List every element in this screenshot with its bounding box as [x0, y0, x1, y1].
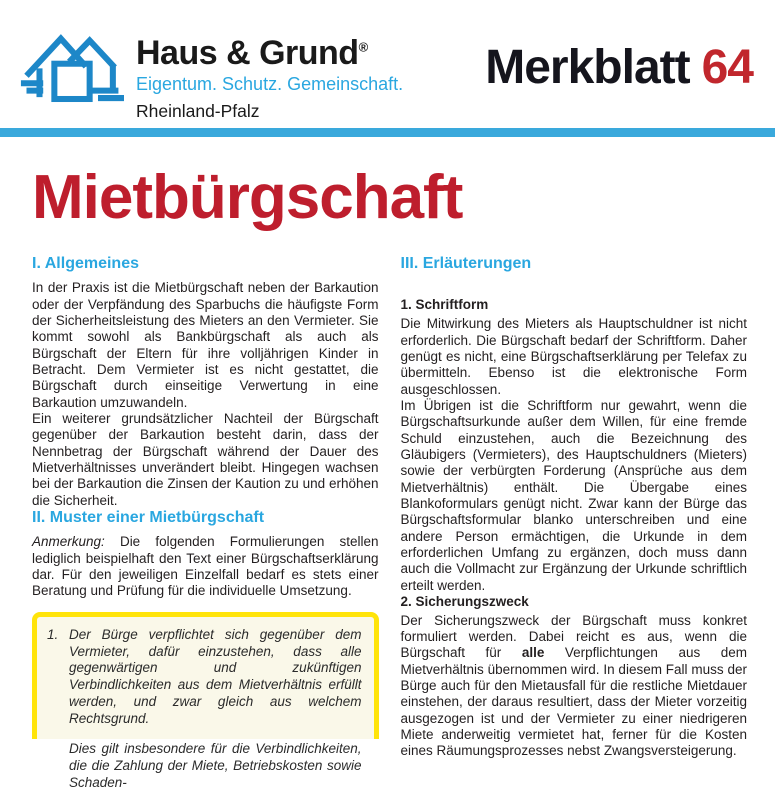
haus-und-grund-logo-icon — [20, 24, 124, 122]
clause-number: 1. — [47, 626, 59, 642]
right-column — [401, 255, 748, 760]
section-heading-erlaeuterungen: III. Erläuterungen — [400, 255, 532, 272]
subsection-heading-sicherungszweck: 2. Sicherungszweck — [400, 593, 529, 609]
logo-window — [54, 64, 89, 99]
masthead-number: 64 — [701, 41, 753, 94]
brand-name — [136, 36, 403, 70]
document-title: Mietbürgschaft — [32, 163, 463, 232]
blue-divider-bar — [0, 128, 775, 137]
allgemeines-paragraph-1: In der Praxis ist die Mietbürgschaft neben der Barkaution oder der Verpfändung des Sparbuchs die häufigste Form der Sicherheitsleistung des Mieters an den Vermieter. Sie kommt sowohl als Bankbürgschaft als auch als Bürgschaft der Eltern für ihre volljährigen Kinder in Betracht. Dem Vermieter ist es nicht gestattet, die Bürgschaft durch einseitige Verwertung in eine Barkaution umzuwandeln. — [32, 280, 379, 410]
clause-paragraph-2: Dies gilt insbesondere für die Verbindlichkeiten, die die Zahlung der Miete, Betriebskosten sowie Schaden- — [69, 740, 362, 790]
brand-tagline: Eigentum. Schutz. Gemeinschaft. — [136, 74, 404, 94]
sample-clause-box — [32, 612, 379, 790]
clause-paragraph-1: Der Bürge verpflichtet sich gegenüber dem Vermieter, dafür einzustehen, dass alle gegenwärtigen und zukünftigen Verbindlichkeiten aus dem Mietverhältnis erfüllt werden, und zwar gleich aus welchem Rechtsgrund. — [69, 626, 362, 727]
sicherungszweck-text-after: Verpflichtungen aus dem Mietverhältnis übernommen wird. In diesem Fall muss der Bürge auch für den Mietausfall für die restliche Mietdauer einstehen, der daraus resultiert, dass der Mieter vorzeitig ausgezogen ist und der Vermieter zu einer niedrigeren Miete anderweitig vermietet hat, ferner für die Kosten eines Räumungsprozesses nebst Zwangsversteigerung. — [400, 645, 747, 759]
registered-trademark-symbol: ® — [358, 39, 368, 55]
note-text: Die folgenden Formulierungen stellen lediglich beispielhaft den Text einer Bürgschaftserklärung dar. Für den jeweiligen Einzelfall bedarf es stets einer Beratung und Prüfung für die individuelle Umsetzung. — [32, 534, 379, 599]
brand-block — [136, 24, 403, 121]
masthead — [485, 24, 761, 95]
brand-name-text: Haus & Grund — [136, 34, 359, 72]
sample-clause-item — [47, 627, 362, 792]
sicherungszweck-text-before: Der Sicherungszweck der Bürgschaft muss konkret formuliert werden. Dabei reicht es aus, wenn die Bürgschaft für — [400, 612, 747, 661]
note-label: Anmerkung: — [32, 534, 105, 550]
brand-region: Rheinland-Pfalz — [136, 100, 260, 121]
page-header — [0, 0, 775, 124]
subsection-heading-schriftform: 1. Schriftform — [400, 297, 489, 313]
two-column-body — [0, 255, 775, 790]
clause-text — [69, 627, 362, 792]
sicherungszweck-bold-word: alle — [521, 645, 545, 661]
masthead-label: Merkblatt — [485, 41, 690, 94]
section-heading-allgemeines: I. Allgemeines — [32, 255, 139, 272]
schriftform-paragraph-2: Im Übrigen ist die Schriftform nur gewahrt, wenn die Bürgschaftsurkunde außer dem Willen, für eine fremde Schuld einzustehen, auch die Bezeichnung des Gläubigers (Vermieters), des Hauptschuldners (Mieters) sowie der verbürgten Forderung (Ansprüche aus dem Mietverhältnis) enthält. Die Übergabe eines Blankoformulars genügt nicht. Zwar kann der Bürge das Bürgschaftsformular blanko unterschreiben und eine andere Person ermächtigen, die Urkunde in dem erforderlichen Umfang zu ergänzen, doch muss dann auch die Vollmacht zur Ergänzung der Urkunde schriftlich erteilt werden. — [400, 397, 747, 593]
left-column — [32, 255, 379, 790]
sicherungszweck-paragraph — [401, 613, 748, 760]
allgemeines-paragraph-2: Ein weiterer grundsätzlicher Nachteil der Bürgschaft gegenüber der Barkaution besteht darin, dass der Nennbetrag der Bürgschaft während der Dauer des Mietverhältnisses unverändert bleibt. Hingegen wachsen bei der Barkaution die Zinsen der Kaution zu und erhöhen die Sicherheit. — [32, 411, 379, 508]
schriftform-paragraph-1: Die Mitwirkung des Mieters als Hauptschuldner ist nicht erforderlich. Die Bürgschaft bedarf der Schriftform. Daher genügt es nicht, eine Bürgschaftserklärung per Telefax zu übermitteln. Ebenso ist die elektronische Form ausgeschlossen. — [400, 316, 747, 397]
section-heading-muster: II. Muster einer Mietbürgschaft — [32, 508, 265, 526]
muster-note-paragraph — [32, 534, 379, 599]
